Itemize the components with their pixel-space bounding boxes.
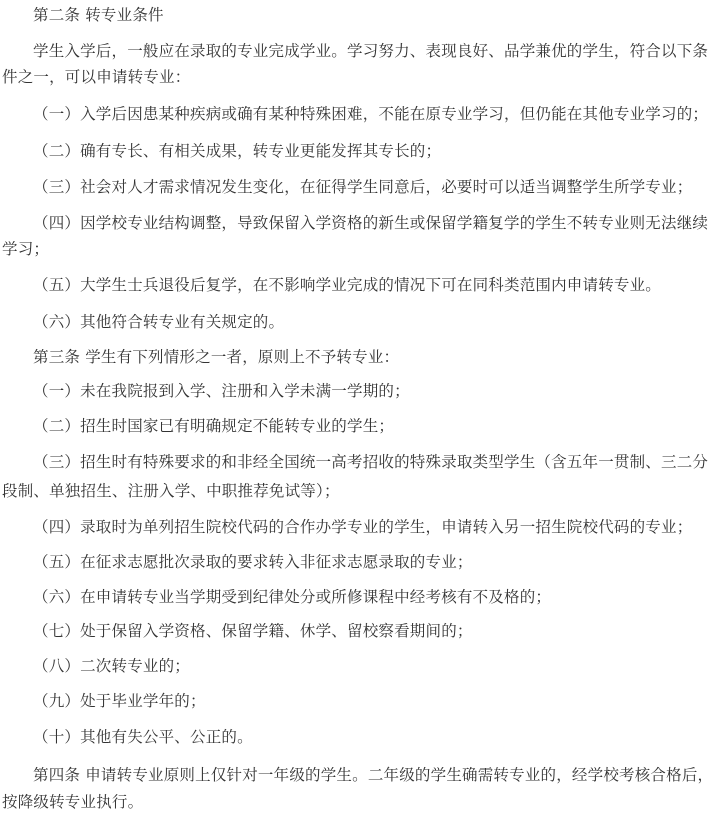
article-2-heading: 第二条 转专业条件 [33, 6, 164, 24]
article-2-item-6: （六）其他符合转专业有关规定的。 [33, 313, 285, 331]
article-2-item-2: （二）确有专长、有相关成果，转专业更能发挥其专长的； [33, 142, 442, 160]
article-3-item-6: （六）在申请转专业当学期受到纪律处分或所修课程中经考核有不及格的； [33, 588, 552, 606]
article-3-item-1: （一）未在我院报到入学、注册和入学未满一学期的； [33, 382, 410, 400]
article-3-heading: 第三条 学生有下列情形之一者，原则上不予转专业： [33, 348, 400, 366]
article-2-item-3: （三）社会对人才需求情况发生变化，在征得学生同意后，必要时可以适当调整学生所学专业； [33, 178, 693, 196]
article-3-item-3-line-1: （三）招生时有特殊要求的和非经全国统一高考招收的特殊录取类型学生（含五年一贯制、三二分 [33, 453, 709, 471]
article-3-item-4: （四）录取时为单列招生院校代码的合作办学专业的学生，申请转入另一招生院校代码的专业； [33, 518, 693, 536]
article-3-item-3-line-2: 段制、单独招生、注册入学、中职推荐免试等）； [2, 482, 340, 500]
article-3-item-8: （八）二次转专业的； [33, 657, 191, 675]
article-3-item-10: （十）其他有失公平、公正的。 [33, 728, 253, 746]
article-2-item-4-line-2: 学习； [2, 240, 50, 258]
article-3-item-5: （五）在征求志愿批次录取的要求转入非征求志愿录取的专业； [33, 553, 473, 571]
article-2-intro-line-1: 学生入学后，一般应在录取的专业完成学业。学习努力、表现良好、品学兼优的学生，符合以下条 [33, 42, 709, 60]
article-4-line-1: 第四条 申请转专业原则上仅针对一年级的学生。二年级的学生确需转专业的，经学校考核合格后， [33, 766, 714, 784]
article-2-intro-line-2: 件之一，可以申请转专业： [2, 68, 191, 86]
article-3-item-9: （九）处于毕业学年的； [33, 692, 206, 710]
article-3-item-7: （七）处于保留入学资格、保留学籍、休学、留校察看期间的； [33, 622, 473, 640]
article-2-item-4-line-1: （四）因学校专业结构调整，导致保留入学资格的新生或保留学籍复学的学生不转专业则无法继续 [33, 214, 709, 232]
article-2-item-5: （五）大学生士兵退役后复学，在不影响学业完成的情况下可在同科类范围内申请转专业。 [33, 276, 662, 294]
article-3-item-2: （二）招生时国家已有明确规定不能转专业的学生； [33, 417, 395, 435]
article-2-item-1: （一）入学后因患某种疾病或确有某种特殊困难，不能在原专业学习，但仍能在其他专业学习的； [33, 105, 709, 123]
article-4-line-2: 按降级转专业执行。 [2, 793, 144, 811]
